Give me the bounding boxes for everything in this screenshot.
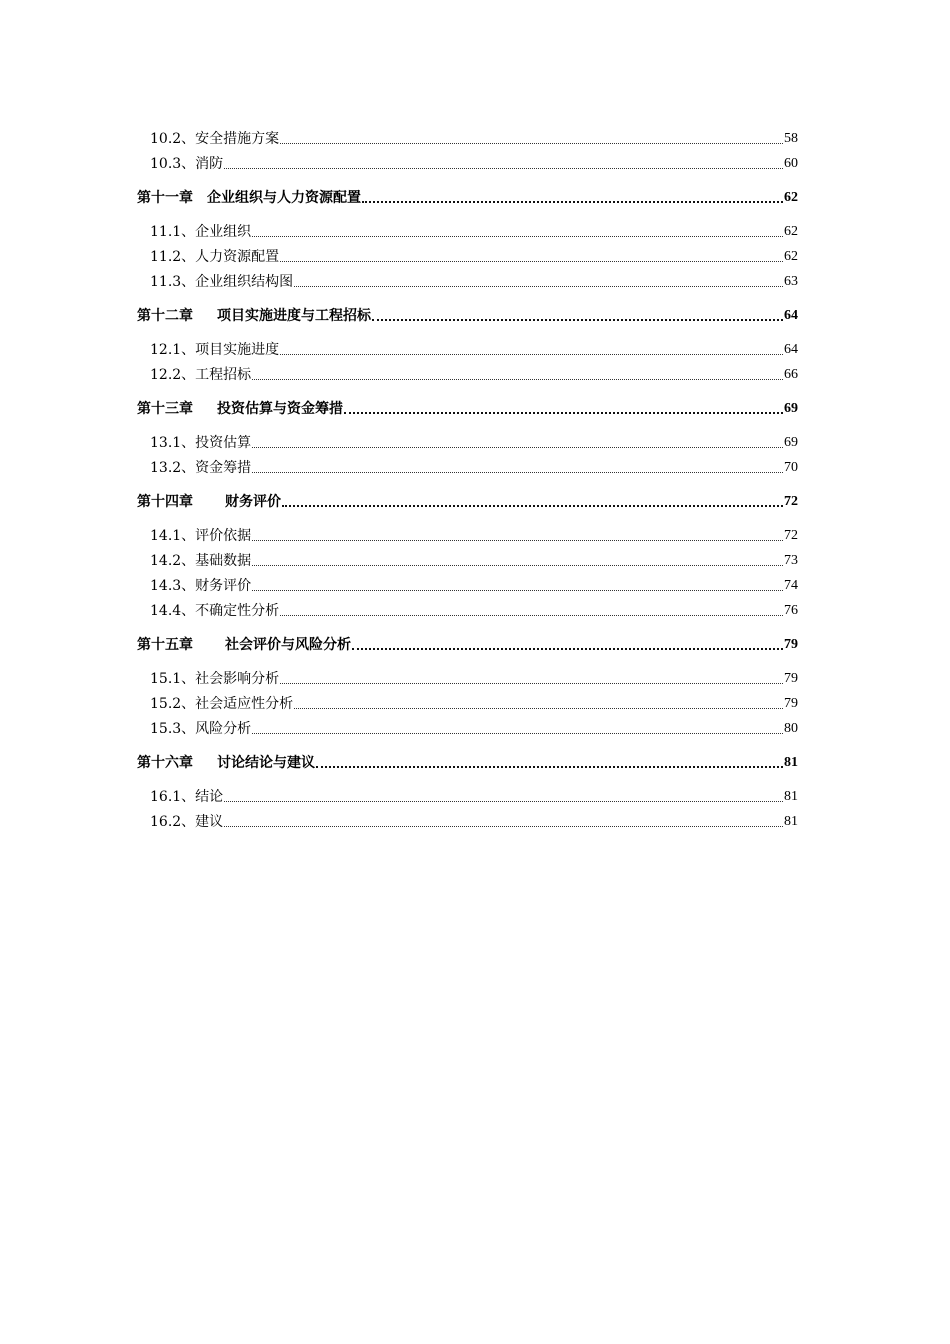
toc-entry-title: 财务评价 xyxy=(225,494,281,510)
toc-entry-title: 评价依据 xyxy=(195,528,252,544)
toc-entry-title: 社会影响分析 xyxy=(195,671,280,687)
toc-chapter-entry[interactable] xyxy=(137,183,798,208)
toc-entry-title: 工程招标 xyxy=(195,367,252,383)
toc-entry-number: 第十四章 xyxy=(137,494,193,510)
dot-leader xyxy=(252,236,783,237)
toc-section-entry[interactable] xyxy=(137,571,798,596)
toc-page-number: 63 xyxy=(784,274,798,289)
toc-page-number: 81 xyxy=(784,814,798,829)
toc-entry-number: 11.1、 xyxy=(150,224,196,240)
toc-page-number: 69 xyxy=(784,435,798,450)
toc-section-entry[interactable] xyxy=(137,428,798,453)
dot-leader xyxy=(280,354,783,355)
dot-leader xyxy=(344,412,783,414)
toc-page-number: 72 xyxy=(784,494,798,509)
toc-chapter-entry[interactable] xyxy=(137,748,798,773)
toc-entry-number: 第十五章 xyxy=(137,637,193,653)
toc-page-number: 79 xyxy=(784,637,798,652)
toc-section-entry[interactable] xyxy=(137,360,798,385)
toc-entry-number: 14.3、 xyxy=(150,578,196,594)
toc-section-entry[interactable] xyxy=(137,546,798,571)
toc-page-number: 58 xyxy=(784,131,798,146)
dot-leader xyxy=(280,261,783,262)
toc-entry-number: 15.1、 xyxy=(150,671,196,687)
toc-entry-title: 社会适应性分析 xyxy=(195,696,294,712)
table-of-contents xyxy=(137,124,798,832)
toc-section-entry[interactable] xyxy=(137,689,798,714)
toc-entry-number: 11.3、 xyxy=(150,274,196,290)
toc-chapter-entry[interactable] xyxy=(137,630,798,655)
toc-page-number: 81 xyxy=(784,789,798,804)
toc-chapter-entry[interactable] xyxy=(137,394,798,419)
toc-section-entry[interactable] xyxy=(137,124,798,149)
toc-entry-number: 15.3、 xyxy=(150,721,196,737)
toc-entry-number: 10.3、 xyxy=(150,156,196,172)
toc-page-number: 73 xyxy=(784,553,798,568)
toc-entry-title: 资金筹措 xyxy=(195,460,252,476)
toc-page-number: 81 xyxy=(784,755,798,770)
toc-entry-title: 建议 xyxy=(195,814,224,830)
toc-entry-number: 13.1、 xyxy=(150,435,196,451)
toc-page-number: 62 xyxy=(784,190,798,205)
toc-entry-title: 财务评价 xyxy=(195,578,252,594)
toc-entry-title: 基础数据 xyxy=(195,553,252,569)
toc-page-number: 72 xyxy=(784,528,798,543)
dot-leader xyxy=(224,168,783,169)
toc-entry-number: 13.2、 xyxy=(150,460,196,476)
toc-section-entry[interactable] xyxy=(137,267,798,292)
toc-section-entry[interactable] xyxy=(137,664,798,689)
toc-entry-title: 企业组织结构图 xyxy=(195,274,294,290)
toc-section-entry[interactable] xyxy=(137,335,798,360)
toc-section-entry[interactable] xyxy=(137,807,798,832)
toc-entry-title: 不确定性分析 xyxy=(195,603,280,619)
toc-section-entry[interactable] xyxy=(137,242,798,267)
dot-leader xyxy=(252,472,783,473)
toc-section-entry[interactable] xyxy=(137,714,798,739)
dot-leader xyxy=(316,766,783,768)
toc-page-number: 60 xyxy=(784,156,798,171)
toc-entry-number: 14.2、 xyxy=(150,553,196,569)
dot-leader xyxy=(280,683,783,684)
toc-entry-number: 12.1、 xyxy=(150,342,196,358)
dot-leader xyxy=(252,565,783,566)
toc-page-number: 62 xyxy=(784,224,798,239)
toc-entry-title: 项目实施进度 xyxy=(195,342,280,358)
toc-section-entry[interactable] xyxy=(137,596,798,621)
toc-entry-number: 16.2、 xyxy=(150,814,196,830)
dot-leader xyxy=(252,540,783,541)
toc-chapter-entry[interactable] xyxy=(137,487,798,512)
toc-entry-number: 15.2、 xyxy=(150,696,196,712)
toc-entry-title: 讨论结论与建议 xyxy=(217,755,315,771)
dot-leader xyxy=(252,447,783,448)
toc-section-entry[interactable] xyxy=(137,149,798,174)
toc-section-entry[interactable] xyxy=(137,521,798,546)
toc-entry-number: 14.1、 xyxy=(150,528,196,544)
toc-entry-title: 投资估算 xyxy=(195,435,252,451)
toc-page-number: 80 xyxy=(784,721,798,736)
toc-page-number: 79 xyxy=(784,671,798,686)
dot-leader xyxy=(294,286,783,287)
toc-entry-number: 16.1、 xyxy=(150,789,196,805)
dot-leader xyxy=(252,733,783,734)
toc-entry-title: 企业组织 xyxy=(195,224,252,240)
dot-leader xyxy=(224,826,783,827)
dot-leader xyxy=(280,143,783,144)
toc-entry-title: 企业组织与人力资源配置 xyxy=(207,190,361,206)
toc-entry-number: 第十一章 xyxy=(137,190,193,206)
toc-entry-title: 消防 xyxy=(195,156,224,172)
dot-leader xyxy=(224,801,783,802)
dot-leader xyxy=(352,648,783,650)
toc-section-entry[interactable] xyxy=(137,217,798,242)
dot-leader xyxy=(362,201,783,203)
toc-page-number: 64 xyxy=(784,308,798,323)
toc-entry-title: 项目实施进度与工程招标 xyxy=(217,308,371,324)
toc-page-number: 74 xyxy=(784,578,798,593)
dot-leader xyxy=(252,379,783,380)
toc-entry-number: 14.4、 xyxy=(150,603,196,619)
toc-page-number: 70 xyxy=(784,460,798,475)
toc-entry-number: 第十六章 xyxy=(137,755,193,771)
toc-page-number: 62 xyxy=(784,249,798,264)
toc-chapter-entry[interactable] xyxy=(137,301,798,326)
toc-entry-number: 第十三章 xyxy=(137,401,193,417)
toc-page-number: 64 xyxy=(784,342,798,357)
dot-leader xyxy=(252,590,783,591)
toc-entry-title: 风险分析 xyxy=(195,721,252,737)
toc-entry-title: 人力资源配置 xyxy=(195,249,280,265)
toc-entry-title: 投资估算与资金筹措 xyxy=(217,401,343,417)
toc-page-number: 79 xyxy=(784,696,798,711)
dot-leader xyxy=(280,615,783,616)
toc-page-number: 66 xyxy=(784,367,798,382)
dot-leader xyxy=(282,505,783,507)
toc-entry-number: 10.2、 xyxy=(150,131,196,147)
toc-page-number: 76 xyxy=(784,603,798,618)
toc-page-number: 69 xyxy=(784,401,798,416)
toc-entry-title: 结论 xyxy=(195,789,224,805)
toc-entry-number: 12.2、 xyxy=(150,367,196,383)
toc-entry-title: 安全措施方案 xyxy=(195,131,280,147)
dot-leader xyxy=(294,708,783,709)
toc-entry-title: 社会评价与风险分析 xyxy=(225,637,351,653)
toc-section-entry[interactable] xyxy=(137,453,798,478)
toc-entry-number: 第十二章 xyxy=(137,308,193,324)
dot-leader xyxy=(372,319,783,321)
toc-entry-number: 11.2、 xyxy=(150,249,196,265)
toc-section-entry[interactable] xyxy=(137,782,798,807)
